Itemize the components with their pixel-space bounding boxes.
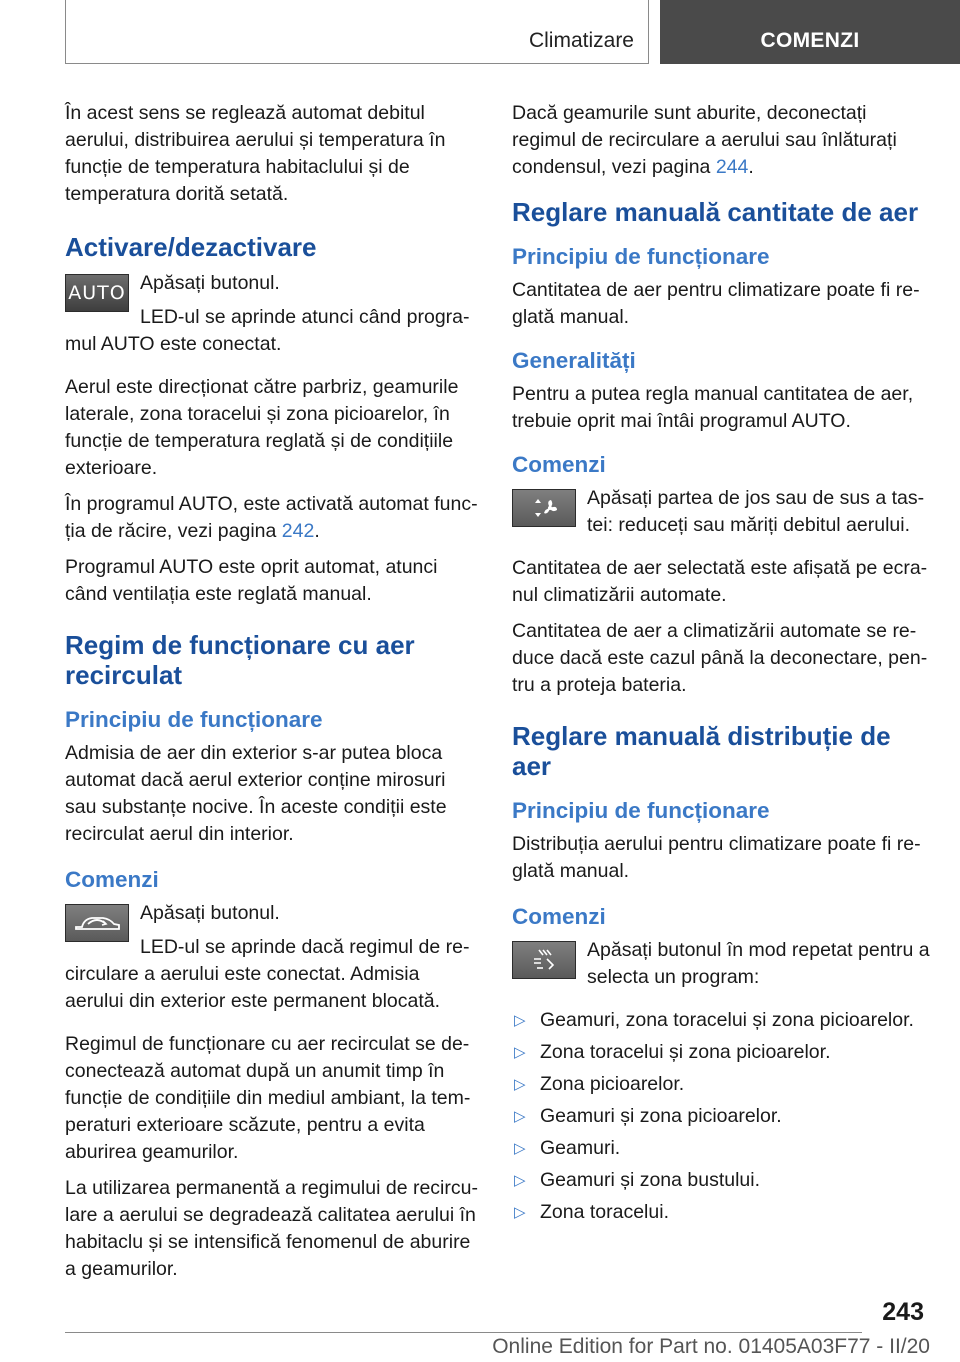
header-section-tab: [65, 0, 649, 64]
air-distribution-icon: [512, 941, 576, 979]
distribution-controls-text: Apăsați butonul în mod repetat pentru a selecta un program:: [587, 939, 930, 988]
list-item: ▷ Geamuri și zona picioarelor.: [512, 1103, 932, 1130]
recirc-press-text: Apăsați butonul.: [140, 902, 280, 924]
air-quantity-paragraph-2: Cantitatea de aer a climatizării automate se reduce dacă este cazul până la deconectare, pentru a proteja bateria.: [512, 620, 928, 696]
auto-paragraph-2: În programul AUTO, este activată automat funcția de răcire, vezi pagina 242.: [65, 493, 478, 542]
intro-paragraph: În acest sens se reglează automat debitul aerului, distribuirea aerului și temperatura în funcție de temperatura habitaclului și de temperatura dorită setată.: [65, 102, 446, 205]
air-quantity-principle-text: Cantitatea de aer pentru climatizare poate fi reglată manual.: [512, 279, 920, 328]
recirc-paragraph-2: La utilizarea permanentă a regimului de recirculare a aerului se degradează calitatea aerului în habitaclu și se intensifică fenomenul de aburire a geamurilor.: [65, 1177, 478, 1280]
page-number: 243: [882, 1298, 924, 1326]
auto-button-icon: [65, 274, 129, 312]
auto-press-text: Apăsați butonul.: [140, 272, 280, 294]
triangle-bullet-icon: ▷: [514, 1076, 526, 1093]
auto-button-row: [65, 270, 480, 365]
air-quantity-controls-heading: Comenzi: [512, 452, 606, 477]
general-heading: Generalități: [512, 348, 636, 373]
recirc-heading: Regim de funcționare cu aer recirculat: [65, 630, 415, 690]
fan-speed-icon: [512, 489, 576, 527]
air-distribution-heading: Reglare manuală distribuție de aer: [512, 721, 891, 781]
air-distribution-principle-heading: Principiu de funcționare: [512, 798, 770, 823]
footer-divider: [65, 1332, 862, 1333]
list-item: ▷ Geamuri, zona toracelui și zona picioarelor.: [512, 1007, 932, 1034]
list-item: ▷ Zona picioarelor.: [512, 1071, 932, 1098]
triangle-bullet-icon: ▷: [514, 1140, 526, 1157]
activation-heading: Activare/dezactivare: [65, 232, 317, 262]
air-quantity-principle-heading: Principiu de funcționare: [512, 244, 770, 269]
air-quantity-paragraph-1: Cantitatea de aer selectată este afișată pe ecranul climatizării automate.: [512, 557, 928, 606]
list-item: ▷ Zona toracelui.: [512, 1199, 932, 1226]
auto-icon-label: AUTO: [68, 282, 126, 304]
recirc-button-row: [65, 900, 480, 1022]
program-list: [512, 1007, 932, 1226]
recirc-controls-heading: Comenzi: [65, 867, 159, 892]
triangle-bullet-icon: ▷: [514, 1012, 526, 1029]
list-item: ▷ Geamuri.: [512, 1135, 932, 1162]
recirc-principle-text: Admisia de aer din exterior s-ar putea bloca automat dacă aerul exterior conține mirosuri sau substanțe nocive. În aceste condiții este recirculat aerul din interior.: [65, 742, 447, 845]
page-link-244[interactable]: 244: [715, 156, 749, 178]
air-quantity-heading: Reglare manuală cantitate de aer: [512, 197, 919, 227]
header-chapter-tab[interactable]: [660, 0, 960, 64]
recirc-paragraph-1: Regimul de funcționare cu aer recirculat se deconectează automat după un anumit timp în funcție de condițiile din mediul ambiant, la temperaturi exterioare scăzute, pentru a evita aburirea geamurilor.: [65, 1033, 471, 1163]
page-link-242[interactable]: 242: [281, 520, 315, 542]
fan-button-row: [512, 485, 932, 546]
auto-led-text: LED-ul se aprinde atunci când programul AUTO este conectat.: [65, 306, 470, 355]
general-text: Pentru a putea regla manual cantitatea de aer, trebuie oprit mai întâi programul AUTO.: [512, 383, 914, 432]
recirc-principle-heading: Principiu de funcționare: [65, 707, 323, 732]
section-title: Climatizare: [528, 29, 634, 52]
recirc-led-text: LED-ul se aprinde dacă regimul de recirculare a aerului este conectat. Admisia aerului din exterior este permanent blocată.: [65, 936, 470, 1012]
auto-paragraph-1: Aerul este direcționat către parbriz, geamurile laterale, zona toracelui și zona picioarelor, în funcție de temperatura reglată și de condițiile exterioare.: [65, 376, 459, 479]
chapter-title: COMENZI: [760, 29, 860, 52]
triangle-bullet-icon: ▷: [514, 1108, 526, 1125]
fog-paragraph: Dacă geamurile sunt aburite, deconectați regimul de recirculare a aerului sau înlăturați condensul, vezi pagina 244.: [512, 102, 897, 178]
list-item: ▷ Zona toracelui și zona picioarelor.: [512, 1039, 932, 1066]
triangle-bullet-icon: ▷: [514, 1204, 526, 1221]
left-column: [65, 100, 480, 1292]
distribution-button-row: [512, 937, 932, 998]
auto-paragraph-3: Programul AUTO este oprit automat, atunci când ventilația este reglată manual.: [65, 556, 438, 605]
air-distribution-principle-text: Distribuția aerului pentru climatizare poate fi reglată manual.: [512, 833, 921, 882]
triangle-bullet-icon: ▷: [514, 1044, 526, 1061]
triangle-bullet-icon: ▷: [514, 1172, 526, 1189]
air-distribution-controls-heading: Comenzi: [512, 904, 606, 929]
recirculation-car-icon: [65, 904, 129, 942]
fan-controls-text: Apăsați partea de jos sau de sus a tastei: reduceți sau măriți debitul aerului.: [587, 487, 925, 536]
right-column: [512, 100, 932, 1231]
list-item: ▷ Geamuri și zona bustului.: [512, 1167, 932, 1194]
footer-edition: Online Edition for Part no. 01405A03F77 - II/20: [492, 1335, 930, 1358]
